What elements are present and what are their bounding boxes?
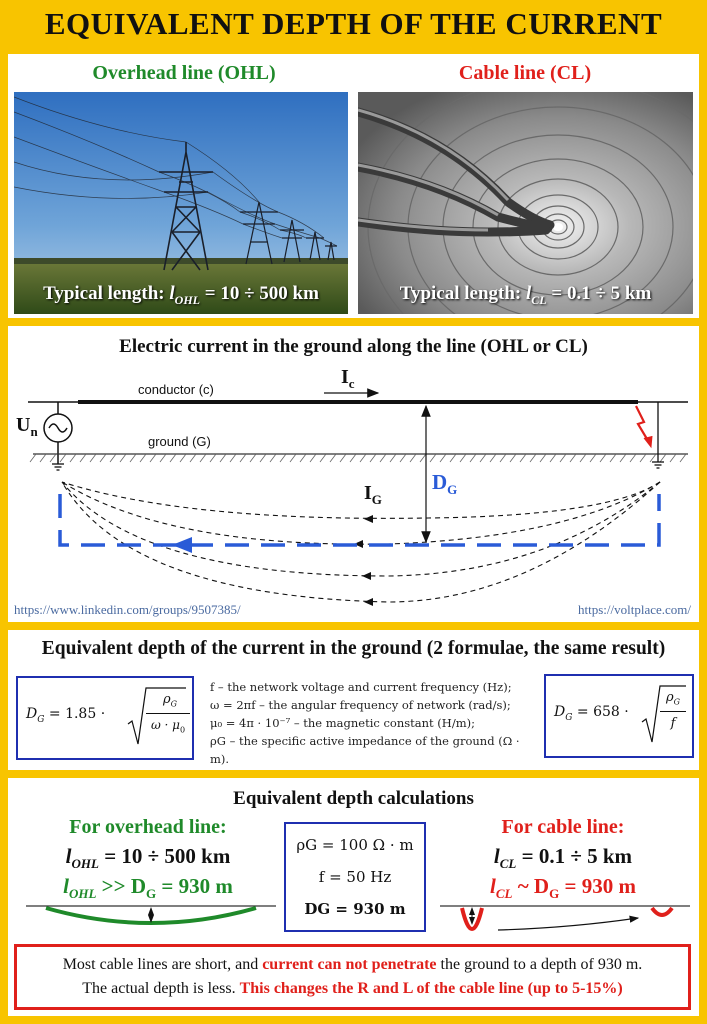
legend-item-rho: ρG – the specific active impedance of the ground (Ω · m). xyxy=(210,734,520,766)
note-box xyxy=(14,944,691,1010)
calc-cl-length: $l_{CL} = 0.1 \div 5$ km xyxy=(493,844,633,872)
frequency-value: f = 50 Hz xyxy=(318,868,392,886)
cable-tunnel-image xyxy=(358,92,693,314)
source-label: $U_n$ xyxy=(16,414,38,439)
linkedin-link[interactable]: https://www.linkedin.com/groups/9507385/ xyxy=(14,602,241,617)
ohl-caption: Typical length: $l_{OHL} = 10 \div 500$ km xyxy=(43,283,319,307)
calc-cl-compare: $l_{CL}$ ~ $D_G = 930$ m xyxy=(490,874,636,902)
rho-value: ρG = 100 Ω · m xyxy=(296,836,414,854)
calc-ohl-compare: $l_{OHL} >> D_G = 930$ m xyxy=(63,874,233,902)
depth-label: $D_G$ xyxy=(432,470,458,498)
calc-ohl-heading: For overhead line: xyxy=(69,816,227,838)
photos-panel xyxy=(8,54,699,318)
diagram-panel xyxy=(8,326,699,622)
formula-right-box: $D_G = 658$ · $\rho_G$ f xyxy=(544,674,694,758)
depth-result: DG = 930 m xyxy=(304,900,406,918)
cl-heading: Cable line (CL) xyxy=(458,62,592,84)
calc-title: Equivalent depth calculations xyxy=(233,788,474,809)
ground-label: ground (G) xyxy=(148,434,211,449)
diagram-title: Electric current in the ground along the line (OHL or CL) xyxy=(119,336,588,357)
conductor-label: conductor (c) xyxy=(138,382,214,397)
ohl-heading: Overhead line (OHL) xyxy=(92,62,276,84)
ground-symbol-right xyxy=(652,402,664,468)
calc-cl-heading: For cable line: xyxy=(501,816,625,838)
depth-rectangle xyxy=(60,494,659,545)
legend-item-omega: ω = 2πf – the angular frequency of network (rad/s); xyxy=(210,698,511,712)
current-g-label: $I_G$ xyxy=(364,482,382,507)
formulae-panel xyxy=(8,630,699,770)
page-title: EQUIVALENT DEPTH OF THE CURRENT xyxy=(44,6,663,41)
calc-values-box xyxy=(284,822,426,932)
voltplace-link[interactable]: https://voltplace.com/ xyxy=(577,602,691,617)
cl-photo xyxy=(358,92,693,314)
formula-left-box: $D_G = 1.85$ · $\rho_G$ $\omega \cdot \mu_0$ xyxy=(16,676,194,760)
calc-panel xyxy=(8,778,699,1016)
calc-ohl-length: $l_{OHL} = 10 \div 500$ km xyxy=(65,844,231,872)
ground-symbol-left xyxy=(52,464,64,470)
note-line-1: Most cable lines are short, and current can not penetrate the ground to a depth of 930 m. xyxy=(62,956,643,973)
formulae-title: Equivalent depth of the current in the ground (2 formulae, the same result) xyxy=(41,638,666,659)
cl-depth-sketch xyxy=(440,900,690,944)
legend-item-mu: μ₀ = 4π · 10⁻⁷ – the magnetic constant (H/m); xyxy=(210,716,475,730)
note-line-2: The actual depth is less. This changes the R and L of the cable line (up to 5-15%) xyxy=(82,980,623,997)
current-c-label: $I_c$ xyxy=(341,366,355,391)
formula-legend xyxy=(210,678,540,768)
ohl-pylons-image xyxy=(14,92,348,314)
legend-item-f: f – the network voltage and current frequency (Hz); xyxy=(210,680,512,694)
cl-caption: Typical length: $l_{CL} = 0.1 \div 5$ km xyxy=(399,283,652,307)
ohl-depth-sketch xyxy=(26,900,276,940)
ohl-photo xyxy=(14,92,348,314)
